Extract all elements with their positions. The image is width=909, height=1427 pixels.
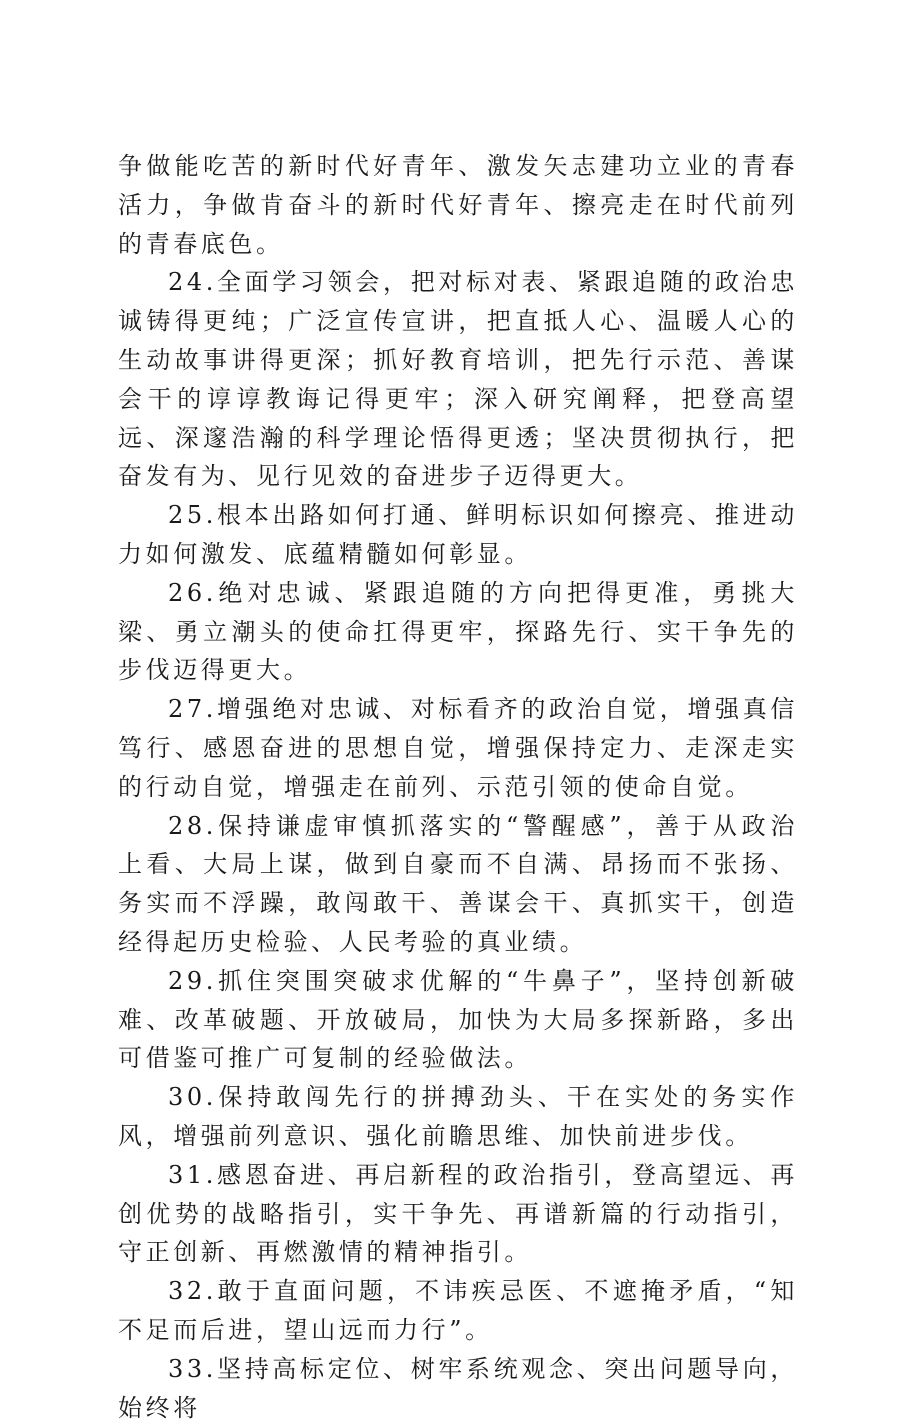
- paragraph-continued: 争做能吃苦的新时代好青年、激发矢志建功立业的青春活力，争做肯奋斗的新时代好青年、擦亮走在时代前列的青春底色。: [118, 152, 798, 258]
- paragraph-32: 32.敢于直面问题，不讳疾忌医、不遮掩矛盾，“知不足而后进，望山远而力行”。: [118, 1277, 798, 1344]
- paragraph-26: 26.绝对忠诚、紧跟追随的方向把得更准，勇挑大梁、勇立潮头的使命扛得更牢，探路先行、实干争先的步伐迈得更大。: [118, 578, 798, 685]
- paragraph-25: 25.根本出路如何打通、鲜明标识如何擦亮、推进动力如何激发、底蕴精髓如何彰显。: [118, 501, 798, 568]
- paragraph-28: 28.保持谦虚审慎抓落实的“警醒感”，善于从政治上看、大局上谋，做到自豪而不自满、昂扬而不张扬、务实而不浮躁，敢闯敢干、善谋会干、真抓实干，创造经得起历史检验、人民考验的真业绩。: [118, 811, 798, 956]
- paragraph-30: 30.保持敢闯先行的拼搏劲头、干在实处的务实作风，增强前列意识、强化前瞻思维、加快前进步伐。: [118, 1083, 798, 1150]
- paragraph-29: 29.抓住突围突破求优解的“牛鼻子”，坚持创新破难、改革破题、开放破局，加快为大局多探新路，多出可借鉴可推广可复制的经验做法。: [118, 966, 798, 1073]
- document-page: [118, 147, 798, 1427]
- paragraph-24: 24.全面学习领会，把对标对表、紧跟追随的政治忠诚铸得更纯；广泛宣传宣讲，把直抵人心、温暖人心的生动故事讲得更深；抓好教育培训，把先行示范、善谋会干的谆谆教诲记得更牢；深入研究阐释，把登高望远、深邃浩瀚的科学理论悟得更透；坚决贯彻执行，把奋发有为、见行见效的奋进步子迈得更大。: [118, 268, 798, 491]
- paragraph-31: 31.感恩奋进、再启新程的政治指引，登高望远、再创优势的战略指引，实干争先、再谱新篇的行动指引，守正创新、再燃激情的精神指引。: [118, 1160, 798, 1267]
- paragraph-27: 27.增强绝对忠诚、对标看齐的政治自觉，增强真信笃行、感恩奋进的思想自觉，增强保持定力、走深走实的行动自觉，增强走在前列、示范引领的使命自觉。: [118, 695, 798, 801]
- paragraph-33: 33.坚持高标定位、树牢系统观念、突出问题导向，始终将: [118, 1354, 798, 1422]
